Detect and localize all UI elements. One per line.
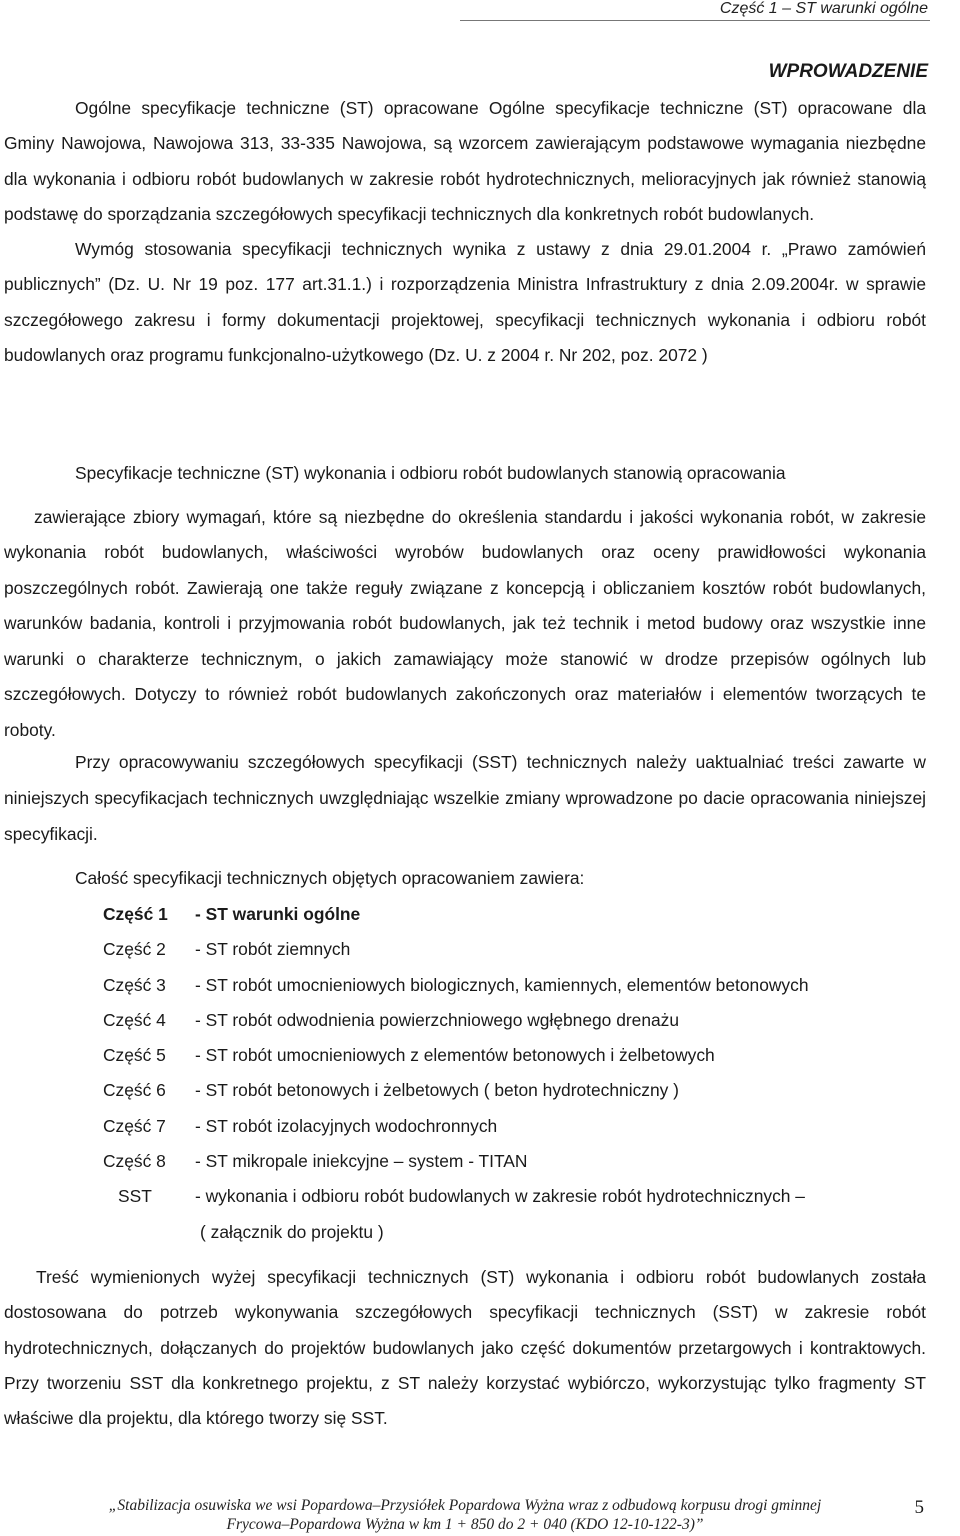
toc-item-text: - ST robót ziemnych: [195, 939, 351, 960]
toc-item: [103, 1114, 933, 1149]
toc-item-text: - wykonania i odbioru robót budowlanych w zakresie robót hydrotechnicznych –: [195, 1186, 805, 1207]
toc-list: [103, 902, 933, 1255]
toc-item-label: Część 6: [103, 1080, 166, 1101]
toc-item: [103, 973, 933, 1008]
toc-item-label: Część 8: [103, 1151, 166, 1172]
toc-item-text: - ST robót umocnieniowych biologicznych, kamiennych, elementów betonowych: [195, 974, 809, 995]
intro-section: [4, 91, 926, 373]
toc-item-text: - ST robót izolacyjnych wodochronnych: [195, 1115, 498, 1136]
paragraph-adaptation-text: Treść wymienionych wyżej specyfikacji technicznych (ST) wykonania i odbioru robót budowlanych została dostosowana do potrzeb wykonywania szczegółowych specyfikacji technicznych (SST) w zakresie robót hydrotechnicznych, dołączanych do projektów budowlanych jako część dokumentów przetargowych i kontraktowych. Przy tworzeniu SST dla konkretnego projektu, z ST należy korzystać wybiórczo, wykorzystując tylko fragmenty ST właściwe dla projektu, dla którego tworzy się SST.: [4, 1267, 926, 1429]
footer-line-1: „Stabilizacja osuwiska we wsi Popardowa–Przysiółek Popardowa Wyżna wraz z odbudową korpusu drogi gminnej: [108, 1497, 822, 1514]
page-footer: [60, 1496, 870, 1534]
paragraph-definition: zawierające zbiory wymagań, które są niezbędne do określenia standardu i jakości wykonania robót, w zakresie wykonania robót budowlanych, właściwości wyrobów budowlanych oraz oceny prawidłowości wykonania poszczególnych robót. Zawierają one także reguły związane z koncepcją i obliczaniem kosztów robót budowlanych, warunków badania, kontroli i przyjmowania robót budowlanych, jak też technik i metod budowy oraz wszystkie inne warunki o charakterze technicznym, o jakich zamawiający może stanowić w drodze przepisów ogólnych lub szczegółowych. Dotyczy to również robót budowlanych zakończonych oraz materiałów i elementów tworzących te roboty.: [4, 506, 926, 740]
toc-item-label: Część 2: [103, 939, 166, 960]
toc-item-text: - ST warunki ogólne: [195, 904, 361, 924]
toc-intro: Całość specyfikacji technicznych objętych opracowaniem zawiera:: [75, 868, 585, 888]
toc-item-label: SST: [118, 1186, 152, 1207]
paragraph-sst-update-text: Przy opracowywaniu szczegółowych specyfikacji (SST) technicznych należy uaktualniać treści zawarte w niniejszych specyfikacjach technicznych uwzględniając wszelkie zmiany wprowadzone po dacie opracowania niniejszej specyfikacji.: [4, 752, 926, 844]
paragraph-legal-basis: Wymóg stosowania specyfikacji technicznych wynika z ustawy z dnia 29.01.2004 r. „Prawo zamówień publicznych” (Dz. U. Nr 19 poz. 177 art.31.1.) i rozporządzenia Ministra Infrastruktury z dnia 2.09.2004r. w sprawie szczegółowego zakresu i formy dokumentacji projektowej, specyfikacji technicznych wykonania i odbioru robót budowlanych oraz programu funkcjonalno-użytkowego (Dz. U. z 2004 r. Nr 202, poz. 2072 ): [4, 239, 926, 366]
page-number: 5: [914, 1497, 924, 1518]
running-header: Część 1 – ST warunki ogólne: [719, 0, 928, 17]
section-title: WPROWADZENIE: [768, 61, 928, 82]
toc-item: [103, 902, 933, 937]
header-rule: [460, 20, 930, 21]
toc-item: [103, 1078, 933, 1113]
toc-item-label: Część 3: [103, 974, 166, 995]
toc-item-text: - ST robót umocnieniowych z elementów betonowych i żelbetowych: [195, 1045, 715, 1066]
toc-item-label: Część 5: [103, 1045, 166, 1066]
toc-item: [103, 1043, 933, 1078]
toc-item-label: Część 1: [103, 904, 168, 924]
toc-item-text: - ST mikropale iniekcyjne – system - TITAN: [195, 1151, 528, 1172]
toc-item-text: - ST robót odwodnienia powierzchniowego wgłębnego drenażu: [195, 1009, 680, 1030]
paragraph-intro: Ogólne specyfikacje techniczne (ST) opracowane Ogólne specyfikacje techniczne (ST) opracowane dla Gminy Nawojowa, Nawojowa 313, 33-335 Nawojowa, są wzorcem zawierającym podstawowe wymagania niezbędne dla wykonania i odbioru robót budowlanych w zakresie robót hydrotechnicznych, melioracyjnych jak również stanowią podstawę do sporządzania szczegółowych specyfikacji technicznych dla konkretnych robót budowlanych.: [4, 98, 926, 224]
toc-item-label: Część 4: [103, 1009, 166, 1030]
toc-continuation: ( załącznik do projektu ): [200, 1221, 384, 1242]
footer-line-2: Frycowa–Popardowa Wyżna w km 1 + 850 do 2 + 040 (KDO 12-10-122-3)”: [226, 1516, 704, 1533]
toc-item-label: Część 7: [103, 1115, 166, 1136]
toc-item: [103, 1008, 933, 1043]
paragraph-adaptation: [4, 1260, 926, 1436]
toc-item: [103, 1184, 933, 1219]
definition-section: [4, 456, 926, 748]
toc-item: [103, 1149, 933, 1184]
paragraph-definition-lead: Specyfikacje techniczne (ST) wykonania i odbioru robót budowlanych stanowią opracowania: [75, 463, 786, 483]
toc-item: [103, 937, 933, 972]
toc-item-text: - ST robót betonowych i żelbetowych ( beton hydrotechniczny ): [195, 1080, 679, 1101]
paragraph-sst-update: [4, 744, 926, 852]
